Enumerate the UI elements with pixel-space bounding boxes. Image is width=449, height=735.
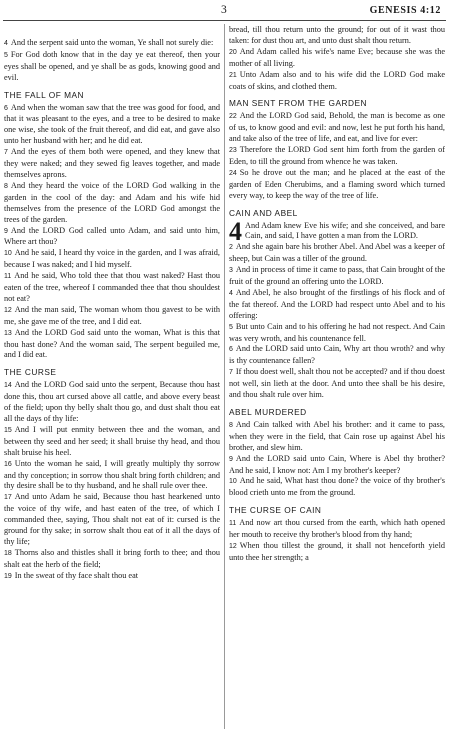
- verse: [229, 322, 445, 345]
- page-number: 3: [221, 4, 227, 16]
- verse: [229, 47, 445, 70]
- verse-text: And in process of time it came to pass, that Cain brought of the fruit of the ground an offering unto the LORD.: [229, 265, 445, 287]
- verse: [4, 328, 220, 362]
- verse: [4, 271, 220, 305]
- left-column: [4, 38, 220, 583]
- verse-number: 24: [229, 169, 237, 177]
- verse-text: And he said, I heard thy voice in the garden, and I was afraid, because I was naked; and I hid myself.: [4, 248, 220, 270]
- verse-number: 4: [4, 40, 8, 47]
- verse-number: 6: [4, 104, 8, 112]
- verse: [229, 265, 445, 288]
- verse: [229, 242, 445, 265]
- verse: [4, 248, 220, 271]
- verse: [229, 344, 445, 367]
- verse-text: And he said, What hast thou done? the voice of thy brother's blood crieth unto me from the ground.: [229, 476, 445, 498]
- verse: [4, 425, 220, 459]
- verse-text: And the eyes of them both were opened, and they knew that they were naked; and they sewed fig leaves together, and made themselves aprons.: [4, 147, 220, 179]
- verse-text: And Abel, he also brought of the firstlings of his flock and of the fat thereof. And the LORD had respect unto Abel and to his offering:: [229, 287, 445, 320]
- verse-text: And she again bare his brother Abel. And Abel was a keeper of sheep, but Cain was a tiller of the ground.: [229, 242, 445, 264]
- verse-number: 23: [229, 147, 237, 155]
- verse: [4, 492, 220, 548]
- verse: [4, 548, 220, 571]
- verse: [229, 420, 445, 454]
- verse-number: 9: [4, 227, 8, 235]
- header-rule: [3, 20, 446, 21]
- verse-number: 5: [4, 51, 8, 59]
- verse-text: bread, till thou return unto the ground; for out of it wast thou taken: for dust thou art, and unto dust shalt thou return.: [229, 25, 445, 45]
- verse-text: And Cain talked with Abel his brother: and it came to pass, when they were in the field, that Cain rose up against Abel his brother, and slew him.: [229, 419, 445, 452]
- verse: [229, 111, 445, 145]
- verse-text: And Adam knew Eve his wife; and she conceived, and bare Cain, and said, I have gotten a man from the LORD.: [245, 220, 445, 241]
- verse: [4, 50, 220, 84]
- verse: [229, 145, 445, 168]
- right-column: [229, 25, 445, 564]
- verse-number: 2: [229, 244, 233, 252]
- verse: [4, 571, 220, 583]
- column-divider: [224, 24, 225, 729]
- verse-number: 18: [4, 549, 12, 557]
- verse-text: For God doth know that in the day ye eat thereof, then your eyes shall be opened, and ye shall be as gods, knowing good and evil.: [4, 49, 220, 82]
- section-heading: THE CURSE OF CAIN: [229, 505, 322, 516]
- verse-text: Unto Adam also and to his wife did the LORD God make coats of skins, and clothed them.: [229, 69, 445, 91]
- verse-number: 5: [229, 323, 233, 331]
- verse-number: 12: [229, 542, 237, 550]
- verse-number: 11: [4, 273, 12, 281]
- verse-text: And the serpent said unto the woman, Ye shall not surely die:: [10, 38, 214, 47]
- verse-number: 17: [4, 494, 12, 502]
- verse: [229, 454, 445, 477]
- verse-text: When thou tillest the ground, it shall not henceforth yield unto thee her strength; a: [229, 540, 445, 562]
- verse: [4, 305, 220, 328]
- verse-text: And the LORD God said, Behold, the man is become as one of us, to know good and evil: and now, lest he put forth his hand, and take also of the tree of life, and eat, and live for ever:: [229, 111, 445, 144]
- chapter-number: 4: [229, 216, 242, 246]
- verse-number: 6: [229, 346, 233, 354]
- verse-number: 10: [229, 478, 237, 486]
- verse-number: 3: [229, 267, 233, 275]
- verse-number: 22: [229, 113, 237, 121]
- verse-number: 10: [4, 250, 12, 258]
- verse: [4, 459, 220, 493]
- verse: [229, 288, 445, 322]
- section-heading: ABEL MURDERED: [229, 407, 307, 417]
- verse-text: In the sweat of thy face shalt thou eat: [14, 570, 139, 580]
- verse-text: Thorns also and thistles shall it bring forth to thee; and thou shalt eat the herb of the field;: [4, 547, 220, 569]
- verse: [229, 367, 445, 401]
- section-heading: THE FALL OF MAN: [4, 89, 85, 100]
- verse: [4, 38, 220, 50]
- verse: [229, 25, 445, 47]
- verse-text: And unto Adam he said, Because thou hast hearkened unto the voice of thy wife, and hast eaten of the tree, of which I commanded thee, saying, Thou shalt not eat of it: cursed is the ground for thy sake; in sorrow shalt thou eat of it all the days of thy life;: [4, 492, 220, 546]
- section-heading: MAN SENT FROM THE GARDEN: [229, 98, 368, 109]
- verse: [4, 380, 220, 425]
- verse-number: 11: [229, 520, 237, 528]
- verse: [229, 541, 445, 564]
- verse-text: Therefore the LORD God sent him forth from the garden of Eden, to till the ground from whence he was taken.: [229, 145, 445, 166]
- chapter-opening-verse: [229, 216, 445, 246]
- verse: [4, 147, 220, 181]
- verse-text: If thou doest well, shalt thou not be accepted? and if thou doest not well, sin lieth at the door. And unto thee shall be his desire, and thou shalt rule over him.: [229, 367, 445, 400]
- verse: [229, 518, 445, 541]
- verse-number: 21: [229, 71, 237, 79]
- verse-text: And the LORD said unto Cain, Why art thou wroth? and why is thy countenance fallen?: [229, 344, 445, 366]
- verse-text: And the LORD God called unto Adam, and said unto him, Where art thou?: [4, 225, 220, 247]
- page-header: [0, 0, 449, 22]
- verse: [229, 476, 445, 499]
- verse-number: 16: [4, 460, 12, 468]
- verse-number: 13: [4, 329, 12, 337]
- verse-text: And the LORD God said unto the serpent, Because thou hast done this, thou art cursed above all cattle, and above every beast of the field; upon thy belly shalt thou go, and dust shalt thou eat all the days of thy life:: [4, 380, 220, 423]
- verse: [4, 103, 220, 148]
- verse-number: 9: [229, 455, 233, 463]
- section-heading: THE CURSE: [4, 367, 57, 378]
- verse-number: 19: [4, 572, 12, 580]
- verse-text: And Adam called his wife's name Eve; because she was the mother of all living.: [229, 46, 445, 68]
- verse-text: And the man said, The woman whom thou gavest to be with me, she gave me of the tree, and I did eat.: [4, 304, 220, 326]
- verse: [4, 181, 220, 226]
- verse-number: 14: [4, 382, 12, 390]
- verse: [229, 70, 445, 93]
- verse-text: And when the woman saw that the tree was good for food, and that it was pleasant to the eyes, and a tree to be desired to make one wise, she took of the fruit thereof, and did eat, and gave also unto her husband with her; and he did eat.: [4, 102, 220, 146]
- verse-number: 20: [229, 48, 237, 56]
- verse-text: So he drove out the man; and he placed at the east of the garden of Eden Cherubims, and a flaming sword which turned every way, to keep the way of the tree of life.: [229, 167, 445, 200]
- verse-number: 15: [4, 426, 12, 434]
- verse-text: And he said, Who told thee that thou wast naked? Hast thou eaten of the tree, whereof I commanded thee that thou shouldest not eat?: [4, 271, 220, 303]
- verse-text: But unto Cain and to his offering he had not respect. And Cain was very wroth, and his countenance fell.: [229, 321, 445, 343]
- verse: [4, 226, 220, 249]
- verse-text: And I will put enmity between thee and the woman, and between thy seed and her seed; it shall bruise thy head, and thou shalt bruise his heel.: [4, 424, 220, 457]
- verse-number: 4: [229, 289, 233, 297]
- verse-text: And the LORD God said unto the woman, What is this that thou hast done? And the woman said, The serpent beguiled me, and I did eat.: [4, 327, 220, 360]
- verse-text: And now art thou cursed from the earth, which hath opened her mouth to receive thy brother's blood from thy hand;: [229, 518, 445, 540]
- verse-number: 12: [4, 306, 12, 314]
- verse-number: 8: [4, 182, 8, 190]
- verse-text: And they heard the voice of the LORD God walking in the garden in the cool of the day: and Adam and his wife hid themselves from the presence of the LORD God amongst the trees of the garden.: [4, 180, 220, 224]
- verse-number: 8: [229, 421, 233, 429]
- verse-text: Unto the woman he said, I will greatly multiply thy sorrow and thy conception; in sorrow thou shalt bring forth children; and thy desire shall be to thy husband, and he shall rule over thee.: [4, 458, 220, 491]
- section-heading: CAIN AND ABEL: [229, 207, 298, 218]
- running-head: GENESIS 4:12: [369, 5, 441, 16]
- verse-number: 7: [4, 149, 8, 157]
- verse-number: 7: [229, 369, 233, 377]
- verse-text: And the LORD said unto Cain, Where is Abel thy brother? And he said, I know not: Am I my brother's keeper?: [229, 453, 445, 475]
- verse: [229, 168, 445, 202]
